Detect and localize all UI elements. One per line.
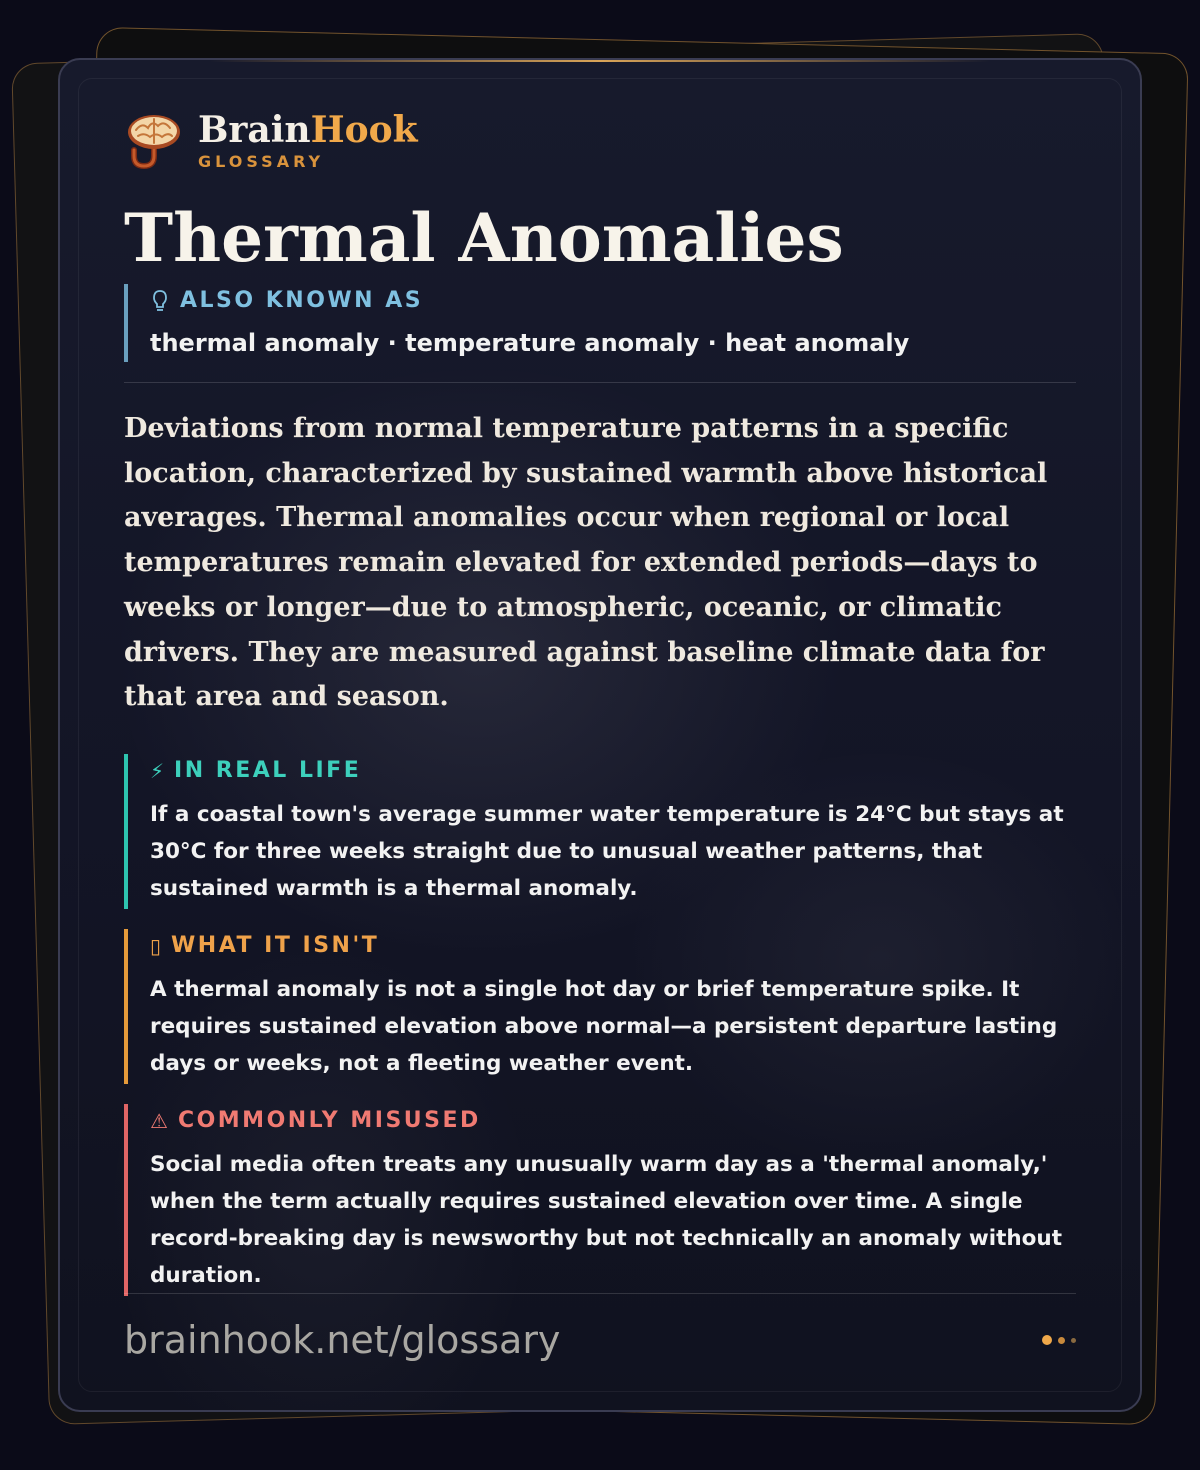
card-content: [124, 100, 1076, 1316]
page-dot-active: [1042, 1335, 1052, 1345]
also-known-as-block: [124, 284, 1076, 362]
in-real-life-body: If a coastal town's average summer water temperature is 24°C but stays at 30°C for three weeks straight due to unusual weather patterns, that sustained warmth is a thermal anomaly.: [150, 801, 1064, 901]
warning-icon: ⚠: [150, 1108, 168, 1133]
in-real-life-label-row: [150, 756, 1076, 786]
commonly-misused-body: Social media often treats any unusually warm day as a 'thermal anomaly,' when the term actually requires sustained elevation over time. A single record-breaking day is newsworthy but not technically an anomaly without duration.: [150, 1151, 1063, 1288]
what-it-isnt-label-row: [150, 931, 1076, 961]
commonly-misused-label: COMMONLY MISUSED: [177, 1107, 481, 1133]
brand-name-part1: Brain: [198, 108, 311, 151]
commonly-misused-label-row: [150, 1106, 1076, 1136]
lightbulb-icon: [150, 289, 170, 313]
brand-header: [124, 100, 1076, 180]
brand-name: [198, 110, 418, 150]
lightning-icon: ⚡: [150, 758, 165, 783]
footer-url[interactable]: brainhook.net/glossary: [124, 1318, 561, 1362]
what-it-isnt-section: [124, 929, 1076, 1084]
brand-subtitle: GLOSSARY: [198, 151, 325, 171]
card-footer: [124, 1293, 1076, 1374]
what-it-isnt-label: WHAT IT ISN'T: [171, 932, 380, 958]
divider: [124, 382, 1076, 383]
page-dots: [1036, 1335, 1076, 1345]
also-known-as-values: thermal anomaly · temperature anomaly · heat anomaly: [150, 329, 910, 357]
also-known-as-label-row: [150, 286, 1076, 316]
what-it-isnt-body: A thermal anomaly is not a single hot day or brief temperature spike. It requires sustained elevation above normal—a persistent departure lasting days or weeks, not a fleeting weather event.: [150, 976, 1058, 1076]
missing-glyph-icon: ▯: [150, 933, 162, 958]
brand-text: [198, 110, 418, 171]
also-known-as-label: ALSO KNOWN AS: [180, 288, 424, 313]
page-dot: [1058, 1337, 1065, 1344]
brain-hook-logo-icon: [124, 110, 184, 170]
in-real-life-label: IN REAL LIFE: [174, 757, 362, 783]
term-definition: Deviations from normal temperature patterns in a specific location, characterized by sustained warmth above historical averages. Thermal anomalies occur when regional or local temperatures remain elevated for extended periods—days to weeks or longer—due to atmospheric, oceanic, or climatic drivers. They are measured against baseline climate data for that area and season.: [124, 413, 1048, 713]
in-real-life-section: [124, 754, 1076, 909]
commonly-misused-section: [124, 1104, 1076, 1296]
page-dot: [1071, 1338, 1076, 1343]
brand-name-part2: Hook: [310, 108, 418, 151]
term-title: Thermal Anomalies: [124, 199, 844, 277]
glossary-card: [58, 58, 1142, 1412]
